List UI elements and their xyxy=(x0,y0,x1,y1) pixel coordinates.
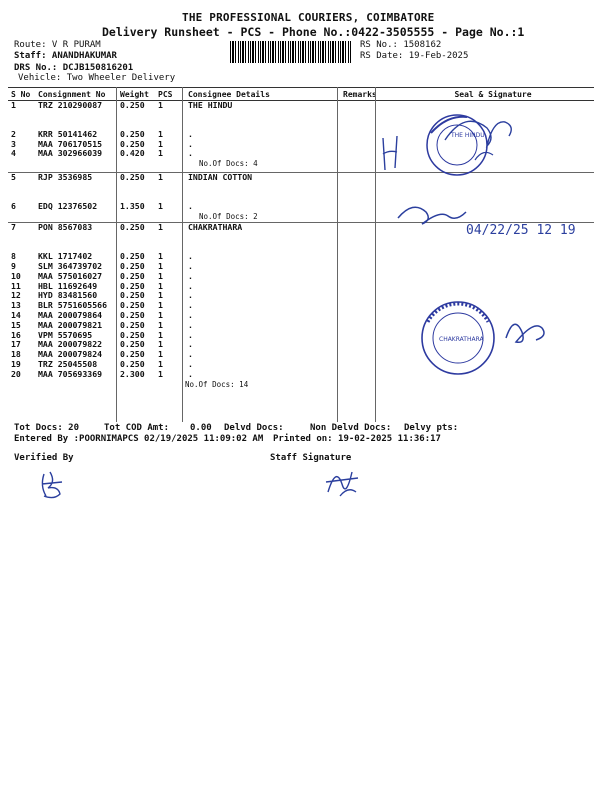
docs-count: No.Of Docs: 14 xyxy=(185,379,249,389)
verified-by-label: Verified By xyxy=(14,453,74,463)
seal-text: THE HINDU xyxy=(451,132,485,139)
rs-number: RS No.: 1508162 xyxy=(360,40,442,50)
col-divider xyxy=(337,87,338,422)
verifier-signature xyxy=(36,468,70,502)
seal-text: CHAKRATHARA xyxy=(439,336,484,343)
table-row: 7 PON 8567083 0.250 1 CHAKRATHARA xyxy=(8,223,594,233)
table-row: 12 HYD 83481560 0.250 1 . xyxy=(11,290,193,301)
col-pcs: PCS xyxy=(155,88,185,101)
table-row: 2 KRR 50141462 0.250 1 . xyxy=(11,128,193,139)
col-seal-signature: Seal & Signature xyxy=(392,88,594,101)
table-row: 14 MAA 200079864 0.250 1 . xyxy=(11,309,193,320)
table-row: 17 MAA 200079822 0.250 1 . xyxy=(11,339,193,350)
barcode-image xyxy=(230,41,352,63)
table-row: 8 KKL 1717402 0.250 1 . xyxy=(11,251,193,262)
col-divider xyxy=(182,87,183,422)
consignee-name: CHAKRATHARA xyxy=(188,222,243,233)
entered-by: Entered By :POORNIMAPCS 02/19/2025 11:09:02 AM xyxy=(14,434,264,444)
delvy-pts: Delvy pts: xyxy=(404,423,459,433)
staff-label: Staff: ANANDHAKUMAR xyxy=(14,51,117,61)
col-weight: Weight xyxy=(117,88,155,101)
table-row: 3 MAA 706170515 0.250 1 . xyxy=(11,138,193,149)
table-row: 4 MAA 302966039 0.420 1 . xyxy=(11,148,193,159)
docs-count: No.Of Docs: 4 xyxy=(199,159,258,169)
drs-label: DRS No.: DCJB150816201 xyxy=(14,63,134,73)
table-row: 10 MAA 575016027 0.250 1 . xyxy=(11,270,193,281)
col-remarks: Remarks xyxy=(340,88,392,101)
non-delvd-docs: Non Delvd Docs: xyxy=(310,423,392,433)
runsheet-title: Delivery Runsheet - PCS - Phone No.:0422-3505555 - Page No.:1 xyxy=(102,25,525,39)
tot-docs: Tot Docs: 20 xyxy=(14,423,80,433)
company-name: THE PROFESSIONAL COURIERS, COIMBATORE xyxy=(182,11,435,24)
printed-on: Printed on: 19-02-2025 11:36:17 xyxy=(273,434,441,444)
route-label: Route: V R PURAM xyxy=(14,40,101,50)
col-sno: S No xyxy=(8,88,35,101)
col-consignment: Consignment No xyxy=(35,88,117,101)
tot-cod: Tot COD Amt: xyxy=(104,423,170,433)
table-row: 5 RJP 3536985 0.250 1 INDIAN COTTON xyxy=(8,172,594,182)
table-row: 13 BLR 5751605566 0.250 1 . xyxy=(11,300,193,311)
staff-signature-label: Staff Signature xyxy=(270,453,352,463)
vehicle-label: Vehicle: Two Wheeler Delivery xyxy=(18,73,176,83)
table-row: 6 EDQ 12376502 1.350 1 . xyxy=(11,200,193,211)
table-row: 16 VPM 5570695 0.250 1 . xyxy=(11,329,193,340)
table-row: 20 MAA 705693369 2.300 1 . xyxy=(11,368,193,379)
table-row: 19 TRZ 25045508 0.250 1 . xyxy=(11,358,193,369)
table-row: 9 SLM 364739702 0.250 1 . xyxy=(11,260,193,271)
col-divider xyxy=(116,87,117,422)
consignee-name: INDIAN COTTON xyxy=(188,171,253,182)
table-row: 15 MAA 200079821 0.250 1 . xyxy=(11,319,193,330)
date-scrawl: 04/22/25 12 19 xyxy=(466,223,576,238)
docs-count: No.Of Docs: 2 xyxy=(199,211,258,221)
col-consignee: Consignee Details xyxy=(185,88,340,101)
table-row: 18 MAA 200079824 0.250 1 . xyxy=(11,349,193,360)
hindu-seal-signature xyxy=(375,100,550,185)
rs-date: RS Date: 19-Feb-2025 xyxy=(360,51,469,61)
table-row: 11 HBL 11692649 0.250 1 . xyxy=(11,280,193,291)
cod-value: 0.00 xyxy=(190,423,212,433)
consignee-name: THE HINDU xyxy=(188,100,233,110)
chakrathara-seal-signature xyxy=(418,298,558,378)
table-row: 1 TRZ 210290087 0.250 1 THE HINDU xyxy=(8,101,594,111)
cotton-signature xyxy=(388,188,588,243)
staff-signature xyxy=(322,462,362,502)
delvd-docs: Delvd Docs: xyxy=(224,423,284,433)
